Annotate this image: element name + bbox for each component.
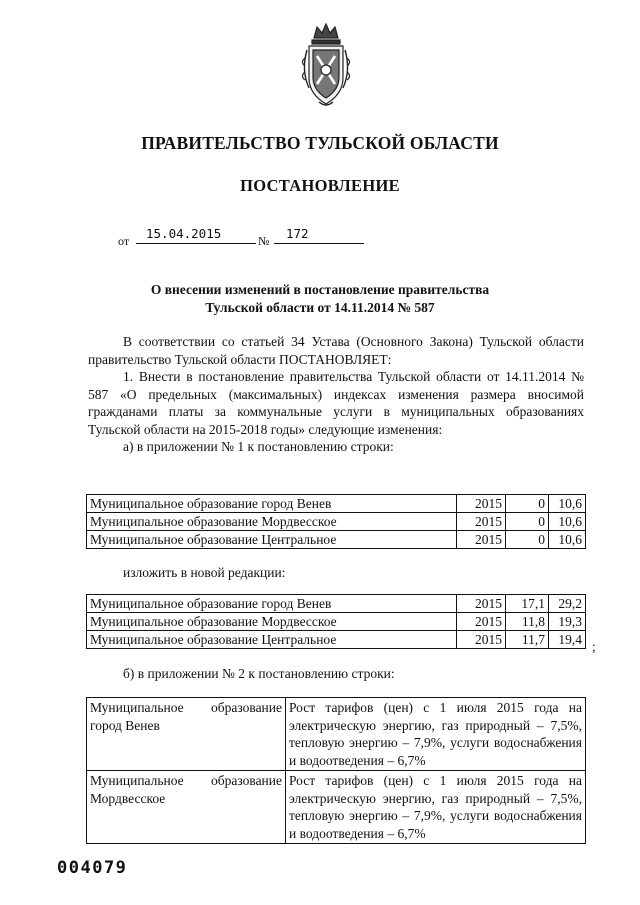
cell-v1: 0 xyxy=(506,531,549,549)
cell-year: 2015 xyxy=(457,495,506,513)
table-row xyxy=(87,771,586,844)
table-row xyxy=(87,513,586,531)
table-row xyxy=(87,595,586,613)
sub-a-paragraph: а) в приложении № 1 к постановлению строки: xyxy=(123,439,394,454)
date-label: от xyxy=(118,234,130,248)
table-row xyxy=(87,613,586,631)
cell-name: Муниципальное образование город Венев xyxy=(87,595,457,613)
cell-v2: 10,6 xyxy=(549,531,586,549)
coat-of-arms-icon xyxy=(297,22,355,110)
item-1-paragraph: 1. Внести в постановление правительства Тульской области от 14.11.2014 № 587 «О предельных (максимальных) индексах изменения размера вносимой гражданами платы за коммунальные услуги в муниципальных образованиях Тульской области на 2015-2018 годы» следующие изменения: xyxy=(88,369,584,437)
cell-name: Муниципальное образование Мордвесское xyxy=(87,613,457,631)
body-text xyxy=(88,333,584,456)
cell-name: Муниципальное образование Центральное xyxy=(87,531,457,549)
document-subject xyxy=(0,281,640,317)
cell-year: 2015 xyxy=(457,513,506,531)
table-old-values xyxy=(86,494,586,549)
cell-year: 2015 xyxy=(457,613,506,631)
government-title: ПРАВИТЕЛЬСТВО ТУЛЬСКОЙ ОБЛАСТИ xyxy=(141,133,499,153)
table-row xyxy=(87,495,586,513)
cell-v2: 29,2 xyxy=(549,595,586,613)
table-new-suffix: ; xyxy=(592,639,596,654)
number-label: № xyxy=(258,234,270,248)
cell-name: Муниципальное образование город Венев xyxy=(87,698,286,771)
cell-text: Рост тарифов (цен) с 1 июля 2015 года на электрическую энергию, газ природный – 7,5%, тепловую энергию – 7,9%, услуги водоснабжения и водоотведения – 6,7% xyxy=(286,771,586,844)
number-underline xyxy=(274,243,364,244)
cell-year: 2015 xyxy=(457,631,506,649)
date-underline xyxy=(136,243,256,244)
cell-name: Муниципальное образование Центральное xyxy=(87,631,457,649)
cell-v1: 17,1 xyxy=(506,595,549,613)
cell-name: Муниципальное образование Мордвесское xyxy=(87,513,457,531)
serial-number: 004079 xyxy=(57,858,128,878)
table-tariff-growth xyxy=(86,697,586,844)
cell-v1: 11,7 xyxy=(506,631,549,649)
cell-v2: 10,6 xyxy=(549,513,586,531)
cell-v2: 19,4 xyxy=(549,631,586,649)
cell-year: 2015 xyxy=(457,595,506,613)
cell-v1: 0 xyxy=(506,495,549,513)
subject-line-2: Тульской области от 14.11.2014 № 587 xyxy=(205,300,435,315)
table-row xyxy=(87,698,586,771)
cell-v1: 0 xyxy=(506,513,549,531)
cell-v1: 11,8 xyxy=(506,613,549,631)
table-row xyxy=(87,631,586,649)
restate-paragraph: изложить в новой редакции: xyxy=(123,565,286,580)
cell-v2: 10,6 xyxy=(549,495,586,513)
subject-line-1: О внесении изменений в постановление правительства xyxy=(150,282,490,297)
table-new-values xyxy=(86,594,586,649)
date-value: 15.04.2015 xyxy=(146,226,222,241)
cell-name: Муниципальное образование Мордвесское xyxy=(87,771,286,844)
date-number-line xyxy=(118,228,378,250)
cell-name: Муниципальное образование город Венев xyxy=(87,495,457,513)
cell-year: 2015 xyxy=(457,531,506,549)
intro-paragraph: В соответствии со статьей 34 Устава (Основного Закона) Тульской области правительство Тульской области ПОСТАНОВЛЯЕТ: xyxy=(88,334,584,367)
table-row xyxy=(87,531,586,549)
cell-v2: 19,3 xyxy=(549,613,586,631)
sub-b-paragraph: б) в приложении № 2 к постановлению строки: xyxy=(123,666,395,681)
number-value: 172 xyxy=(286,226,309,241)
document-type: ПОСТАНОВЛЕНИЕ xyxy=(240,176,400,195)
cell-text: Рост тарифов (цен) с 1 июля 2015 года на электрическую энергию, газ природный – 7,5%, тепловую энергию – 7,9%, услуги водоснабжения и водоотведения – 6,7% xyxy=(286,698,586,771)
